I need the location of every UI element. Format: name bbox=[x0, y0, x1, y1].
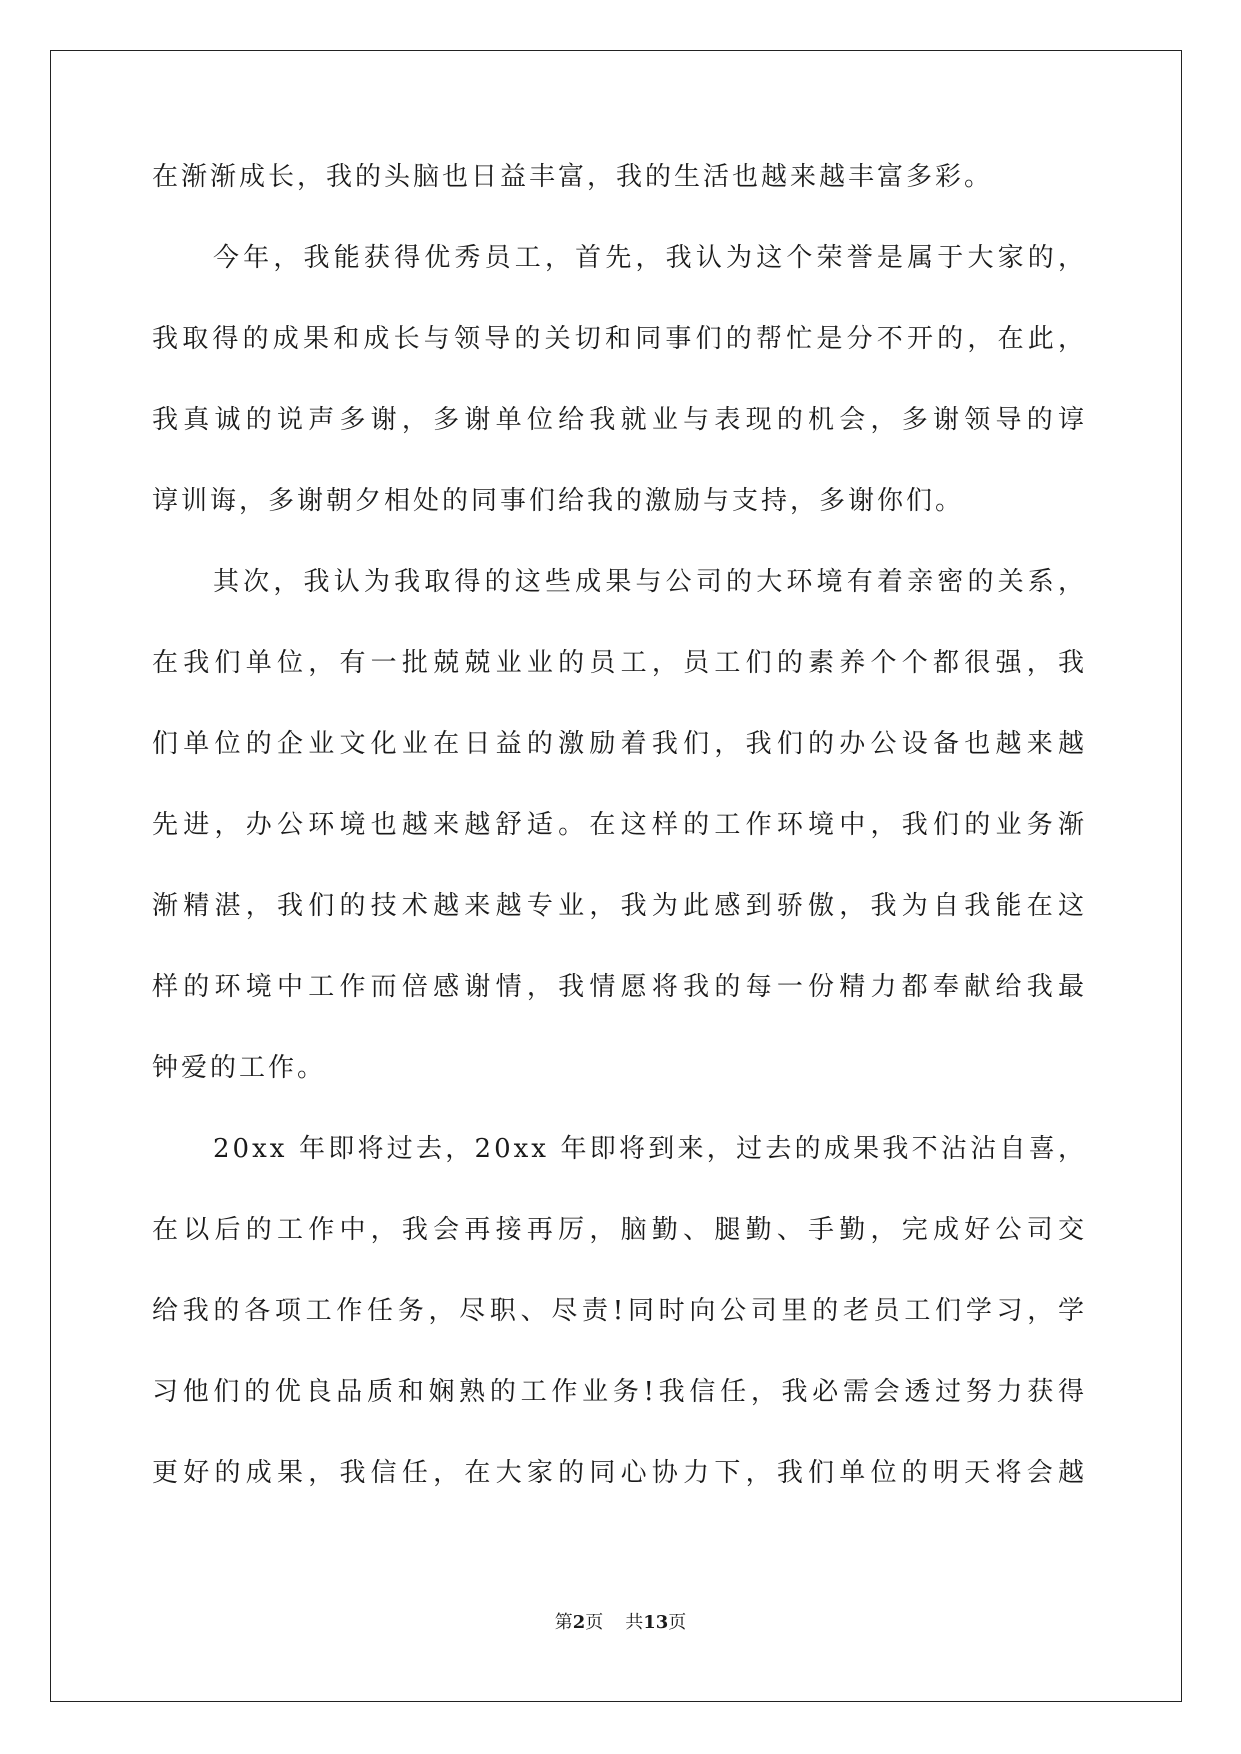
text-line-1: 在渐渐成长，我的头脑也日益丰富，我的生活也越来越丰富多彩。 bbox=[152, 162, 994, 192]
page-suffix: 页 bbox=[585, 1612, 604, 1633]
page-total: 13 bbox=[643, 1612, 669, 1633]
text-line-7: 在我们单位，有一批兢兢业业的员工，员工们的素养个个都很强，我 bbox=[152, 648, 1087, 678]
total-suffix: 页 bbox=[668, 1612, 687, 1633]
text-line-11: 样的环境中工作而倍感谢情，我情愿将我的每一份精力都奉献给我最 bbox=[152, 972, 1087, 1002]
text-line-17: 更好的成果，我信任，在大家的同心协力下，我们单位的明天将会越 bbox=[152, 1458, 1087, 1488]
text-line-4: 我真诚的说声多谢，多谢单位给我就业与表现的机会，多谢领导的谆 bbox=[152, 405, 1087, 435]
total-prefix: 共 bbox=[625, 1612, 644, 1633]
text-line-3: 我取得的成果和成长与领导的关切和同事们的帮忙是分不开的，在此， bbox=[152, 324, 1087, 354]
text-line-10: 渐精湛，我们的技术越来越专业，我为此感到骄傲，我为自我能在这 bbox=[152, 891, 1087, 921]
page-current: 2 bbox=[572, 1612, 586, 1633]
text-line-6: 其次，我认为我取得的这些成果与公司的大环境有着亲密的关系， bbox=[213, 567, 1087, 597]
text-line-13: 20xx 年即将过去，20xx 年即将到来，过去的成果我不沾沾自喜， bbox=[213, 1134, 1087, 1164]
page-prefix: 第 bbox=[554, 1612, 573, 1633]
document-body bbox=[152, 162, 1087, 1539]
text-line-14: 在以后的工作中，我会再接再厉，脑勤、腿勤、手勤，完成好公司交 bbox=[152, 1215, 1087, 1245]
page-footer bbox=[0, 1612, 1241, 1634]
text-line-15: 给我的各项工作任务，尽职、尽责!同时向公司里的老员工们学习，学 bbox=[152, 1296, 1087, 1326]
text-line-5: 谆训诲，多谢朝夕相处的同事们给我的激励与支持，多谢你们。 bbox=[152, 486, 965, 516]
text-line-8: 们单位的企业文化业在日益的激励着我们，我们的办公设备也越来越 bbox=[152, 729, 1087, 759]
text-line-9: 先进，办公环境也越来越舒适。在这样的工作环境中，我们的业务渐 bbox=[152, 810, 1087, 840]
text-line-2: 今年，我能获得优秀员工，首先，我认为这个荣誉是属于大家的， bbox=[213, 243, 1087, 273]
text-line-12: 钟爱的工作。 bbox=[152, 1053, 327, 1083]
text-line-16: 习他们的优良品质和娴熟的工作业务!我信任，我必需会透过努力获得 bbox=[152, 1377, 1087, 1407]
